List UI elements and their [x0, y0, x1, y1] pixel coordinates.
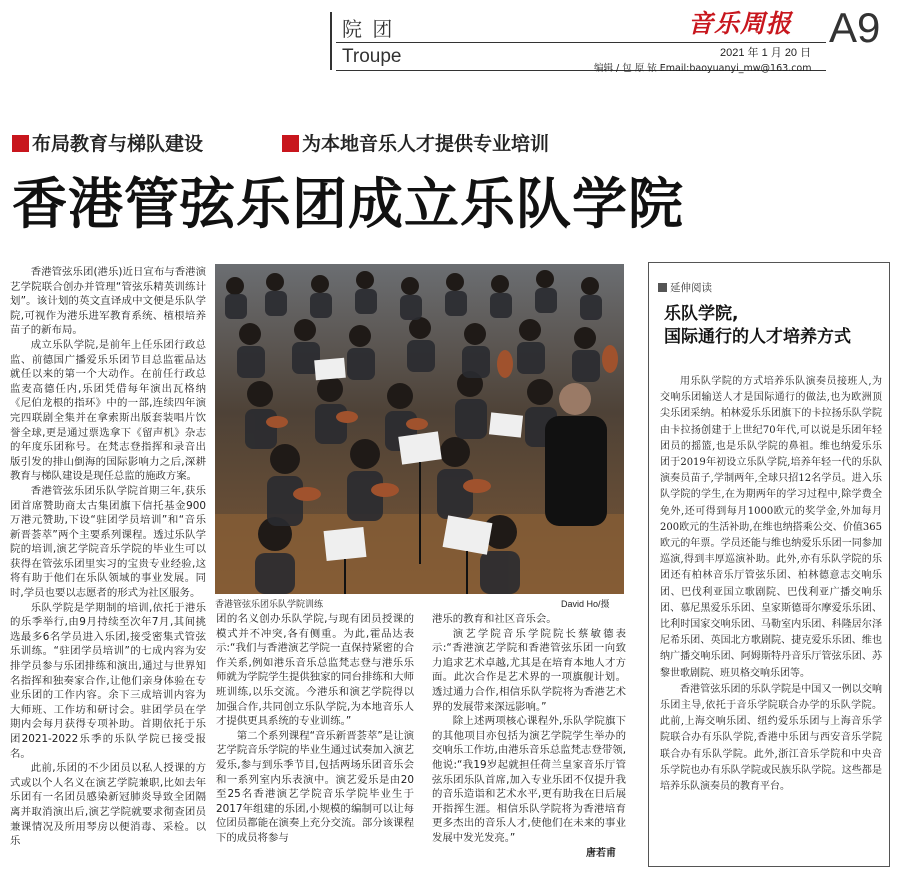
subheadline-2-text: 为本地音乐人才提供专业培训 [302, 133, 550, 155]
paragraph: 港乐的教育和社区音乐会。 [432, 613, 557, 625]
main-headline: 香港管弦乐团成立乐队学院 [12, 172, 685, 236]
paragraph: 香港管弦乐团(港乐)近日宣布与香港演艺学院联合创办并管理“管弦乐精英训练计划”。该计划的英文直译成中文便是乐队学院,可视作为港乐进军教育系统、植根培养苗子的新布局。 [10, 266, 206, 337]
header-divider [330, 12, 332, 70]
paragraph: 成立乐队学院,是前年上任乐团行政总监、前德国广播爱乐乐团节目总监霍品达就任以来的第一个大动作。在前任行政总监麦高德任内,乐团凭借每年演出瓦格纳《尼伯龙根的指环》中的一部,连续四年演完四联剧全集并在拿索斯出版套装唱片饮誉全球,更是通过票选拿下《留声机》杂志的年度乐团称号。在梵志登指挥和录音出版引发的排山倒海的国际影响力之后,深耕教育与梯队建设是现任总监的施政方案。 [10, 338, 206, 483]
author-byline: 唐若甫 [586, 848, 616, 859]
editor-line: 编辑 / 包 原 铱 Email:baoyuanyi_mw@163.com [594, 63, 812, 74]
header-rule [336, 42, 826, 43]
sidebar-title-line-2: 国际通行的人才培养方式 [664, 327, 851, 347]
sidebar-tag-text: 延伸阅读 [670, 282, 712, 294]
article-column-1 [10, 265, 206, 849]
subheadline-1 [12, 129, 203, 156]
sidebar-body [660, 374, 882, 795]
sidebar-paragraph: 香港管弦乐团的乐队学院是中国又一例以交响乐团主导,依托于音乐学院联合办学的乐队学院。此前,上海交响乐团、纽约爱乐乐团与上海音乐学院联合办有乐队学院,香港中乐团与西安音乐学院联合办有乐队学院。此外,浙江音乐学院和中央音乐学院也办有乐队学院或民族乐队学院。这些都是培养乐队演奏员的教育平台。 [660, 683, 882, 793]
paragraph: 除上述两项核心课程外,乐队学院旗下的其他项目亦包括为演艺学院学生举办的交响乐工作坊,由港乐音乐总监梵志登带领,他说:“我19岁起就担任荷兰皇家音乐厅管弦乐团乐队首席,加入专业乐团不仅提升我的音乐造诣和艺术水平,更有助我在日后展开指挥生涯。相信乐队学院将为香港培育更多杰出的音乐人才,使他们在未来的事业发展中发光发亮。” [432, 715, 626, 844]
sidebar-paragraph: 用乐队学院的方式培养乐队演奏员接班人,为交响乐团输送人才是国际通行的做法,也为欧洲顶尖乐团采纳。柏林爱乐乐团旗下的卡拉扬乐队学院由卡拉扬创建于上世纪70年代,可以说是乐团年轻团员的摇篮,也是乐队学院的鼻祖。维也纳爱乐乐团于2019年初设立乐队学院,培养年轻一代的乐队演奏员苗子,学制两年,全球只招12名学员。进入乐队学院的学生,在为期两年的学习过程中,除学费全免外,还可得到每月1000欧元的奖学金,外加每月200欧元的生活补助,在维也纳搭乘公交、价值365欧元的年票。学员还能与维也纳爱乐乐团一同参加巡演,得到丰厚巡演补助。此外,亦有乐队学院的乐团还有柏林音乐厅管弦乐团、柏林德意志交响乐团、巴伐利亚国立歌剧院、巴伐利亚广播交响乐团、慕尼黑爱乐乐团、皇家斯德哥尔摩爱乐乐团、比利时国家交响乐团、马勒室内乐团、科隆居尔泽尼希乐团、英国北方歌剧院、捷克爱乐乐团、维也纳广播交响乐团、阿姆斯特丹音乐厅管弦乐团、苏黎世歌剧院、班贝格交响乐团等。 [660, 376, 882, 679]
paragraph: 团的名义创办乐队学院,与现有团员授课的模式并不冲突,各有侧重。为此,霍品达表示:“我们与香港演艺学院一直保持紧密的合作关系,例如港乐音乐总监梵志登与港乐乐师就为学院学生提供独家的同台排练和大师班训练,以乐交流。今港乐和演艺学院得以加强合作,共同创立乐队学院,为本地音乐人才提供更具系统的专业训练。” [216, 613, 414, 728]
red-square-icon [12, 135, 29, 152]
paragraph: 乐队学院是学期制的培训,依托于港乐的乐季举行,由9月持续至次年7月,其间挑选最多6名学员进入乐团,接受密集式管弦乐训练。“驻团学员培训”的七成内容为安排学员参与乐团排练和演出,通过与世界知名指挥和独奏家合作,让他们亲身体验在专业乐团的工作内容。余下三成培训内容为大师班、工作坊和研讨会。驻团学员在学期内会每月获得专项补助。首期依托于乐团2021-2022乐季的乐队学院已接受报名。 [10, 601, 206, 760]
paragraph: 演艺学院音乐学院院长蔡敏德表示:“香港演艺学院和香港管弦乐团一向致力追求艺术卓越,尤其是在培育本地人才方面。此次合作是艺术界的一项旗舰计划。透过通力合作,相信乐队学院将为香港艺术界的发展带来深远影响。” [432, 627, 626, 713]
square-bullet-icon [658, 283, 667, 292]
orchestra-photo [215, 264, 624, 594]
photo-caption: 香港管弦乐团乐队学院训练 [215, 600, 324, 610]
sidebar-title-line-1: 乐队学院, [664, 304, 739, 324]
article-column-3 [432, 612, 626, 846]
issue-date: 2021 年 1 月 20 日 [720, 47, 812, 59]
paragraph: 香港管弦乐团乐队学院首期三年,获乐团首席赞助商太古集团旗下信托基金900万港元赞助,下设“驻团学员培训”和“音乐新晋荟萃”两个主要系列课程。透过乐队学院的培训,演艺学院音乐学院的毕业生可以获得在管弦乐团里实习的宝贵专业经验,这将有助于他们在乐队领域的事业发展。同时,学员也要以志愿者的形式为社区服务。 [10, 484, 206, 600]
red-square-icon [282, 135, 299, 152]
paragraph: 此前,乐团的不少团员以私人授课的方式或以个人名义在演艺学院兼职,比如去年乐团有一名团员感染新冠肺炎导致全团隔离并取消演出后,演艺学院就要求彻查团员兼课情况及所用琴房以便消毒、采检。以乐 [10, 762, 206, 848]
sidebar-title [664, 303, 851, 349]
paragraph: 第二个系列课程“音乐新晋荟萃”是让演艺学院音乐学院的毕业生通过试奏加入演艺爱乐,参与到乐季节目,包括两场乐团音乐会和一系列室内乐表演中。演艺爱乐是由20至25名香港演艺学院音乐学院毕业生于2017年组建的乐团,小规模的编制可以让每位团员都能在演奏上充分交流。部分该课程下的成员将参与 [216, 729, 414, 844]
section-title-en: Troupe [342, 46, 402, 67]
sidebar-tag [658, 280, 712, 295]
orchestra-photo-illustration [215, 264, 624, 594]
page-number: A9 [829, 4, 881, 51]
article-column-2 [216, 612, 414, 846]
newspaper-logo: 音乐周报 [688, 9, 793, 38]
subheadline-1-text: 布局教育与梯队建设 [32, 133, 204, 155]
photo-credit: David Ho/摄 [561, 599, 610, 609]
subheadline-2 [282, 129, 549, 156]
section-title-cn: 院 团 [342, 17, 395, 41]
